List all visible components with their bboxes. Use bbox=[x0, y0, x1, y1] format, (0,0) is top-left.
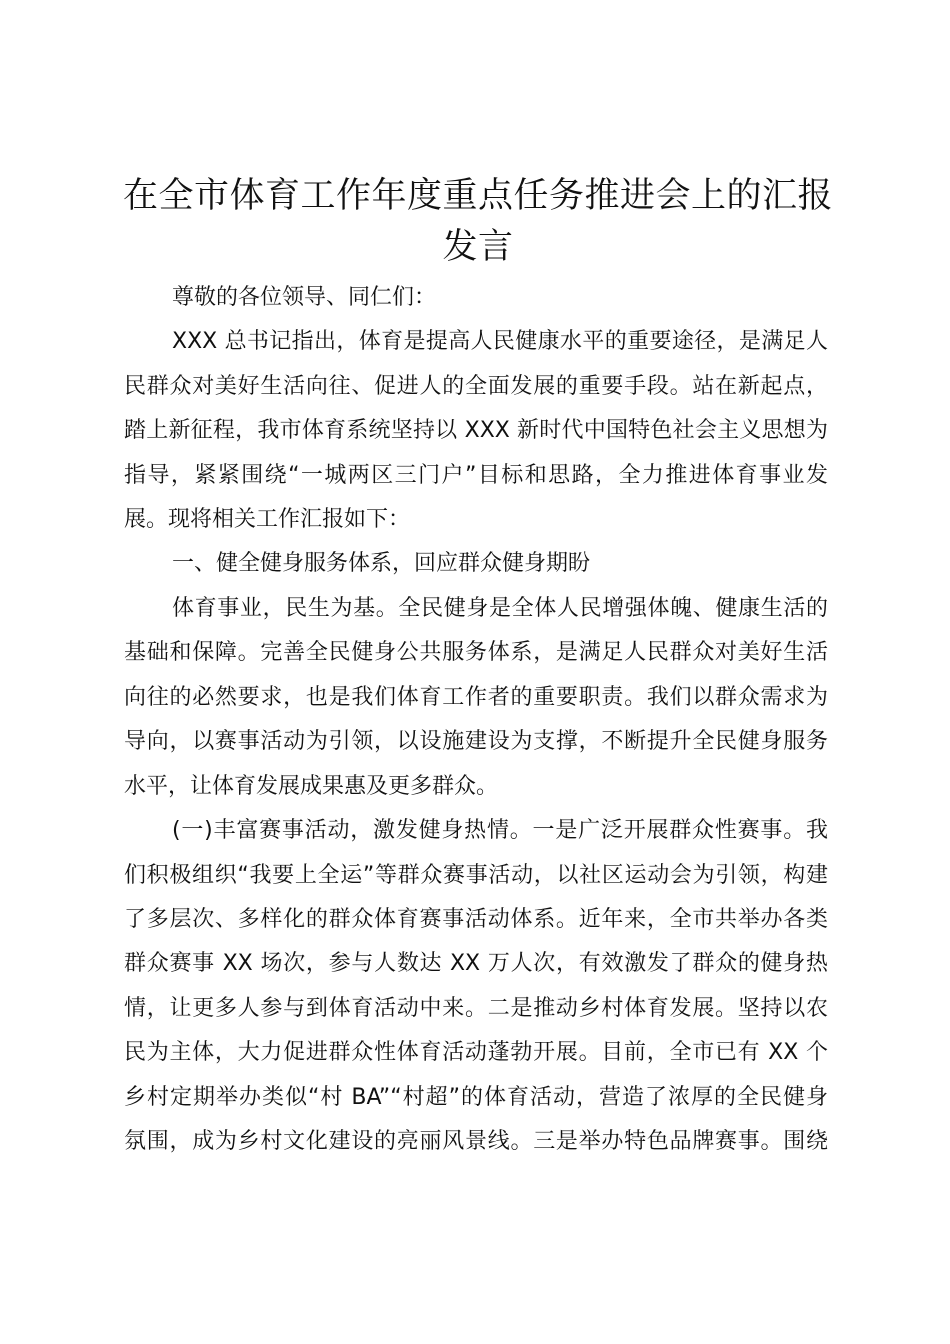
body-line: 氛围，成为乡村文化建设的亮丽风景线。三是举办特色品牌赛事。围绕 bbox=[124, 1129, 828, 1154]
salutation: 尊敬的各位领导、同仁们： bbox=[172, 285, 437, 310]
body-line: XXX 总书记指出，体育是提高人民健康水平的重要途径，是满足人 bbox=[172, 329, 828, 354]
document-title-line-2: 发言 bbox=[442, 227, 514, 267]
body-line: 乡村定期举办类似“村 BA”“村超”的体育活动，营造了浓厚的全民健身 bbox=[124, 1085, 828, 1110]
body-line: 情，让更多人参与到体育活动中来。二是推动乡村体育发展。坚持以农 bbox=[124, 996, 828, 1021]
body-line: (一)丰富赛事活动，激发健身热情。一是广泛开展群众性赛事。我 bbox=[172, 818, 828, 843]
body-line: 展。现将相关工作汇报如下： bbox=[124, 507, 411, 532]
body-line: 了多层次、多样化的群众体育赛事活动体系。近年来，全市共举办各类 bbox=[124, 907, 828, 932]
body-line: 指导，紧紧围绕“一城两区三门户”目标和思路，全力推进体育事业发 bbox=[124, 463, 828, 488]
body-line: 向往的必然要求，也是我们体育工作者的重要职责。我们以群众需求为 bbox=[124, 685, 828, 710]
body-line: 基础和保障。完善全民健身公共服务体系，是满足人民群众对美好生活 bbox=[124, 640, 828, 665]
body-line: 们积极组织“我要上全运”等群众赛事活动，以社区运动会为引领，构建 bbox=[124, 863, 828, 888]
body-line: 群众赛事 XX 场次，参与人数达 XX 万人次，有效激发了群众的健身热 bbox=[124, 951, 828, 976]
body-line: 踏上新征程，我市体育系统坚持以 XXX 新时代中国特色社会主义思想为 bbox=[124, 418, 828, 443]
body-line: 民群众对美好生活向往、促进人的全面发展的重要手段。站在新起点， bbox=[124, 374, 828, 399]
body-line: 导向，以赛事活动为引领，以设施建设为支撑，不断提升全民健身服务 bbox=[124, 729, 828, 754]
document-title-line-1: 在全市体育工作年度重点任务推进会上的汇报 bbox=[122, 176, 833, 216]
body-line: 水平，让体育发展成果惠及更多群众。 bbox=[124, 774, 499, 799]
body-line: 民为主体，大力促进群众性体育活动蓬勃开展。目前，全市已有 XX 个 bbox=[124, 1040, 828, 1065]
body-line: 体育事业，民生为基。全民健身是全体人民增强体魄、健康生活的 bbox=[172, 596, 828, 621]
section-heading: 一、健全健身服务体系，回应群众健身期盼 bbox=[172, 551, 591, 576]
